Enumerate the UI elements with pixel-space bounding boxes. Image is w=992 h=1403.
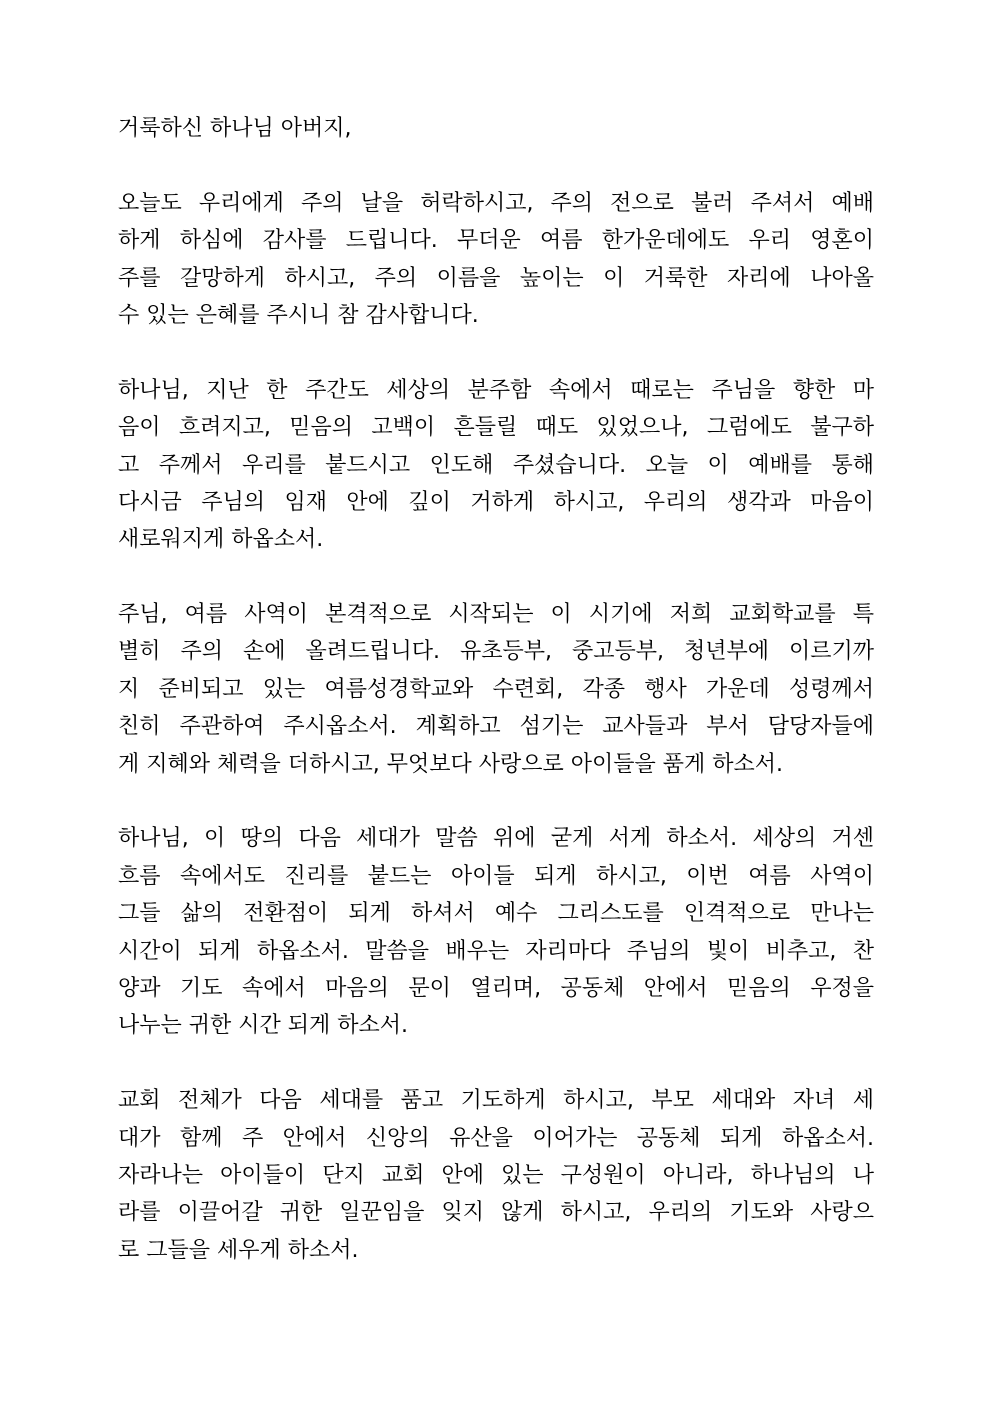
text-line: 나누는 귀한 시간 되게 하소서. xyxy=(118,1013,408,1039)
text-line: 하게 하심에 감사를 드립니다. 무더운 여름 한가운데에도 우리 영혼이 xyxy=(118,228,874,254)
text-line: 별히 주의 손에 올려드립니다. 유초등부, 중고등부, 청년부에 이르기까 xyxy=(118,639,874,665)
text-line: 라를 이끌어갈 귀한 일꾼임을 잊지 않게 하시고, 우리의 기도와 사랑으 xyxy=(118,1200,874,1226)
text-line: 다시금 주님의 임재 안에 깊이 거하게 하시고, 우리의 생각과 마음이 xyxy=(118,489,874,515)
text-line: 시간이 되게 하옵소서. 말씀을 배우는 자리마다 주님의 빛이 비추고, 찬 xyxy=(118,938,874,964)
text-line: 흐름 속에서도 진리를 붙드는 아이들 되게 하시고, 이번 여름 사역이 xyxy=(118,863,874,889)
text-line: 게 지혜와 체력을 더하시고, 무엇보다 사랑으로 아이들을 품게 하소서. xyxy=(118,751,783,777)
text-line: 오늘도 우리에게 주의 날을 허락하시고, 주의 전으로 불러 주셔서 예배 xyxy=(118,190,874,216)
text-line: 그들 삶의 전환점이 되게 하셔서 예수 그리스도를 인격적으로 만나는 xyxy=(118,901,874,927)
paragraph-2 xyxy=(118,372,874,559)
salutation: 거룩하신 하나님 아버지, xyxy=(118,116,352,141)
text-line: 교회 전체가 다음 세대를 품고 기도하게 하시고, 부모 세대와 자녀 세 xyxy=(118,1088,874,1114)
text-line: 주님, 여름 사역이 본격적으로 시작되는 이 시기에 저희 교회학교를 특 xyxy=(118,602,874,628)
paragraph-3 xyxy=(118,596,874,783)
paragraph-gap xyxy=(118,783,874,820)
text-line: 주를 갈망하게 하시고, 주의 이름을 높이는 이 거룩한 자리에 나아올 xyxy=(118,265,874,291)
paragraph-gap xyxy=(118,334,874,371)
text-line: 로 그들을 세우게 하소서. xyxy=(118,1237,359,1263)
paragraph-gap xyxy=(118,147,874,184)
prayer-text xyxy=(118,110,874,1269)
text-line: 양과 기도 속에서 마음의 문이 열리며, 공동체 안에서 믿음의 우정을 xyxy=(118,975,874,1001)
text-line: 수 있는 은혜를 주시니 참 감사합니다. xyxy=(118,302,479,328)
text-line: 하나님, 이 땅의 다음 세대가 말씀 위에 굳게 서게 하소서. 세상의 거센 xyxy=(118,826,874,852)
text-line: 고 주께서 우리를 붙드시고 인도해 주셨습니다. 오늘 이 예배를 통해 xyxy=(118,452,874,478)
text-line: 대가 함께 주 안에서 신앙의 유산을 이어가는 공동체 되게 하옵소서. xyxy=(118,1125,874,1151)
text-line: 새로워지게 하옵소서. xyxy=(118,527,324,553)
paragraph-gap xyxy=(118,559,874,596)
paragraph-4 xyxy=(118,820,874,1044)
paragraph-1 xyxy=(118,185,874,335)
text-line: 하나님, 지난 한 주간도 세상의 분주함 속에서 때로는 주님을 향한 마 xyxy=(118,377,874,403)
paragraph-5 xyxy=(118,1082,874,1269)
text-line: 자라나는 아이들이 단지 교회 안에 있는 구성원이 아니라, 하나님의 나 xyxy=(118,1162,874,1188)
paragraph-gap xyxy=(118,1045,874,1082)
text-line: 음이 흐려지고, 믿음의 고백이 흔들릴 때도 있었으나, 그럼에도 불구하 xyxy=(118,415,874,441)
text-line: 친히 주관하여 주시옵소서. 계획하고 섬기는 교사들과 부서 담당자들에 xyxy=(118,714,874,740)
text-line: 지 준비되고 있는 여름성경학교와 수련회, 각종 행사 가운데 성령께서 xyxy=(118,676,874,702)
